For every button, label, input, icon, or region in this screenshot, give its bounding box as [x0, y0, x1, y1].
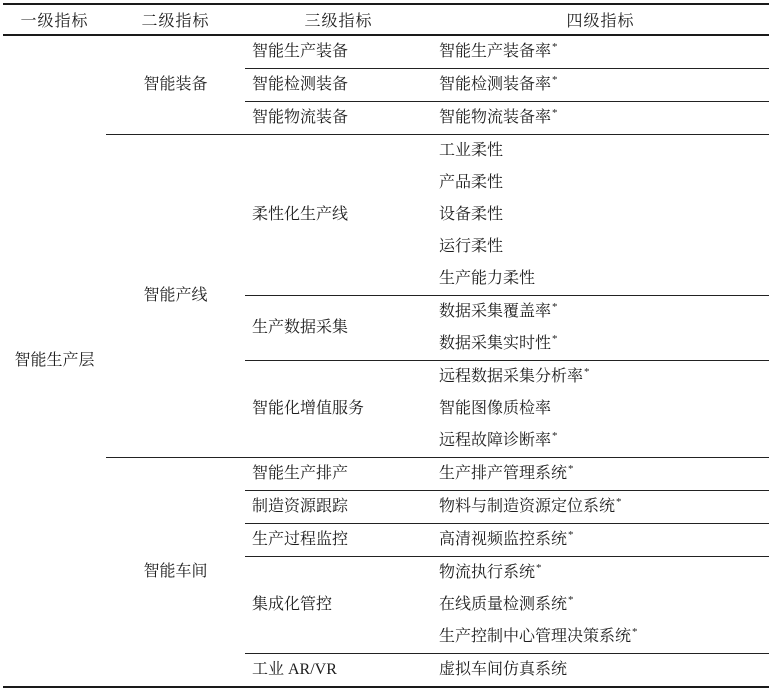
- header-level1: 一级指标: [3, 4, 106, 35]
- footnote-marker: *: [568, 593, 574, 606]
- table-row: [3, 35, 769, 69]
- cell-level3: 智能检测装备: [245, 69, 432, 102]
- cell-level4: [432, 231, 769, 263]
- indicator-text: 生产控制中心管理决策系统: [439, 628, 632, 646]
- footnote-marker: *: [536, 561, 542, 574]
- footnote-marker: *: [552, 73, 558, 86]
- cell-level3: 智能生产排产: [245, 458, 432, 491]
- cell-level4: [432, 35, 769, 69]
- footnote-marker: *: [584, 365, 590, 378]
- cell-level4: [432, 393, 769, 425]
- cell-level4: [432, 425, 769, 458]
- cell-level4: [432, 69, 769, 102]
- cell-level4: [432, 589, 769, 621]
- footnote-marker: *: [552, 300, 558, 313]
- footnote-marker: *: [552, 40, 558, 53]
- footnote-marker: *: [552, 429, 558, 442]
- cell-level3: 工业 AR/VR: [252, 661, 337, 679]
- cell-level3: 生产数据采集: [245, 296, 432, 361]
- indicator-text: 远程故障诊断率: [439, 432, 552, 450]
- cell-level3: 生产过程监控: [245, 524, 432, 557]
- indicator-text: 远程数据采集分析率: [439, 368, 584, 386]
- cell-level4: [432, 296, 769, 329]
- indicator-text: 生产排产管理系统: [439, 465, 568, 483]
- cell-level3: 智能生产装备: [245, 35, 432, 69]
- indicator-text: 智能物流装备率: [439, 109, 552, 127]
- footnote-marker: *: [616, 495, 622, 508]
- cell-level4: [432, 167, 769, 199]
- indicator-text: 生产能力柔性: [439, 270, 536, 288]
- table-row: [3, 135, 769, 168]
- header-level4: 四级指标: [432, 4, 769, 35]
- cell-level4: [432, 458, 769, 491]
- cell-level3: 智能化增值服务: [245, 361, 432, 458]
- indicator-text: 高清视频监控系统: [439, 531, 568, 549]
- cell-level4: [432, 491, 769, 524]
- indicator-text: 物料与制造资源定位系统: [439, 498, 616, 516]
- header-level3: 三级指标: [245, 4, 432, 35]
- cell-level3: 智能物流装备: [245, 102, 432, 135]
- cell-level4: [432, 199, 769, 231]
- cell-level4: [432, 263, 769, 296]
- indicator-text: 智能生产装备率: [439, 43, 552, 61]
- indicator-text: 产品柔性: [439, 174, 504, 192]
- cell-level4: [432, 135, 769, 168]
- indicator-text: 设备柔性: [439, 206, 504, 224]
- indicator-text: 虚拟车间仿真系统: [439, 661, 568, 679]
- cell-level4: [432, 102, 769, 135]
- indicator-text: 数据采集实时性: [439, 335, 552, 353]
- cell-level3: 集成化管控: [245, 557, 432, 654]
- cell-level4: [432, 361, 769, 394]
- indicator-text: 运行柔性: [439, 238, 504, 256]
- footnote-marker: *: [632, 625, 638, 638]
- footnote-marker: *: [568, 462, 574, 475]
- footnote-marker: *: [568, 528, 574, 541]
- cell-level2: 智能车间: [143, 563, 208, 581]
- cell-level4: [432, 524, 769, 557]
- header-row: [3, 4, 769, 35]
- cell-level3: 制造资源跟踪: [245, 491, 432, 524]
- indicator-text: 在线质量检测系统: [439, 596, 568, 614]
- cell-level3: 柔性化生产线: [245, 135, 432, 296]
- indicator-text: 工业柔性: [439, 142, 504, 160]
- cell-level4: [432, 328, 769, 361]
- header-level2: 二级指标: [106, 4, 245, 35]
- cell-level4: [432, 654, 769, 688]
- cell-level2: 智能产线: [106, 135, 245, 458]
- indicator-text: 物流执行系统: [439, 564, 536, 582]
- footnote-marker: *: [552, 332, 558, 345]
- footnote-marker: *: [552, 106, 558, 119]
- cell-level4: [432, 621, 769, 654]
- indicator-text: 智能检测装备率: [439, 76, 552, 94]
- indicator-table: [3, 3, 769, 688]
- cell-level2: 智能装备: [106, 35, 245, 135]
- table-row: [3, 458, 769, 491]
- cell-level4: [432, 557, 769, 590]
- cell-level1: 智能生产层: [14, 352, 95, 370]
- indicator-text: 智能图像质检率: [439, 400, 552, 418]
- indicator-text: 数据采集覆盖率: [439, 303, 552, 321]
